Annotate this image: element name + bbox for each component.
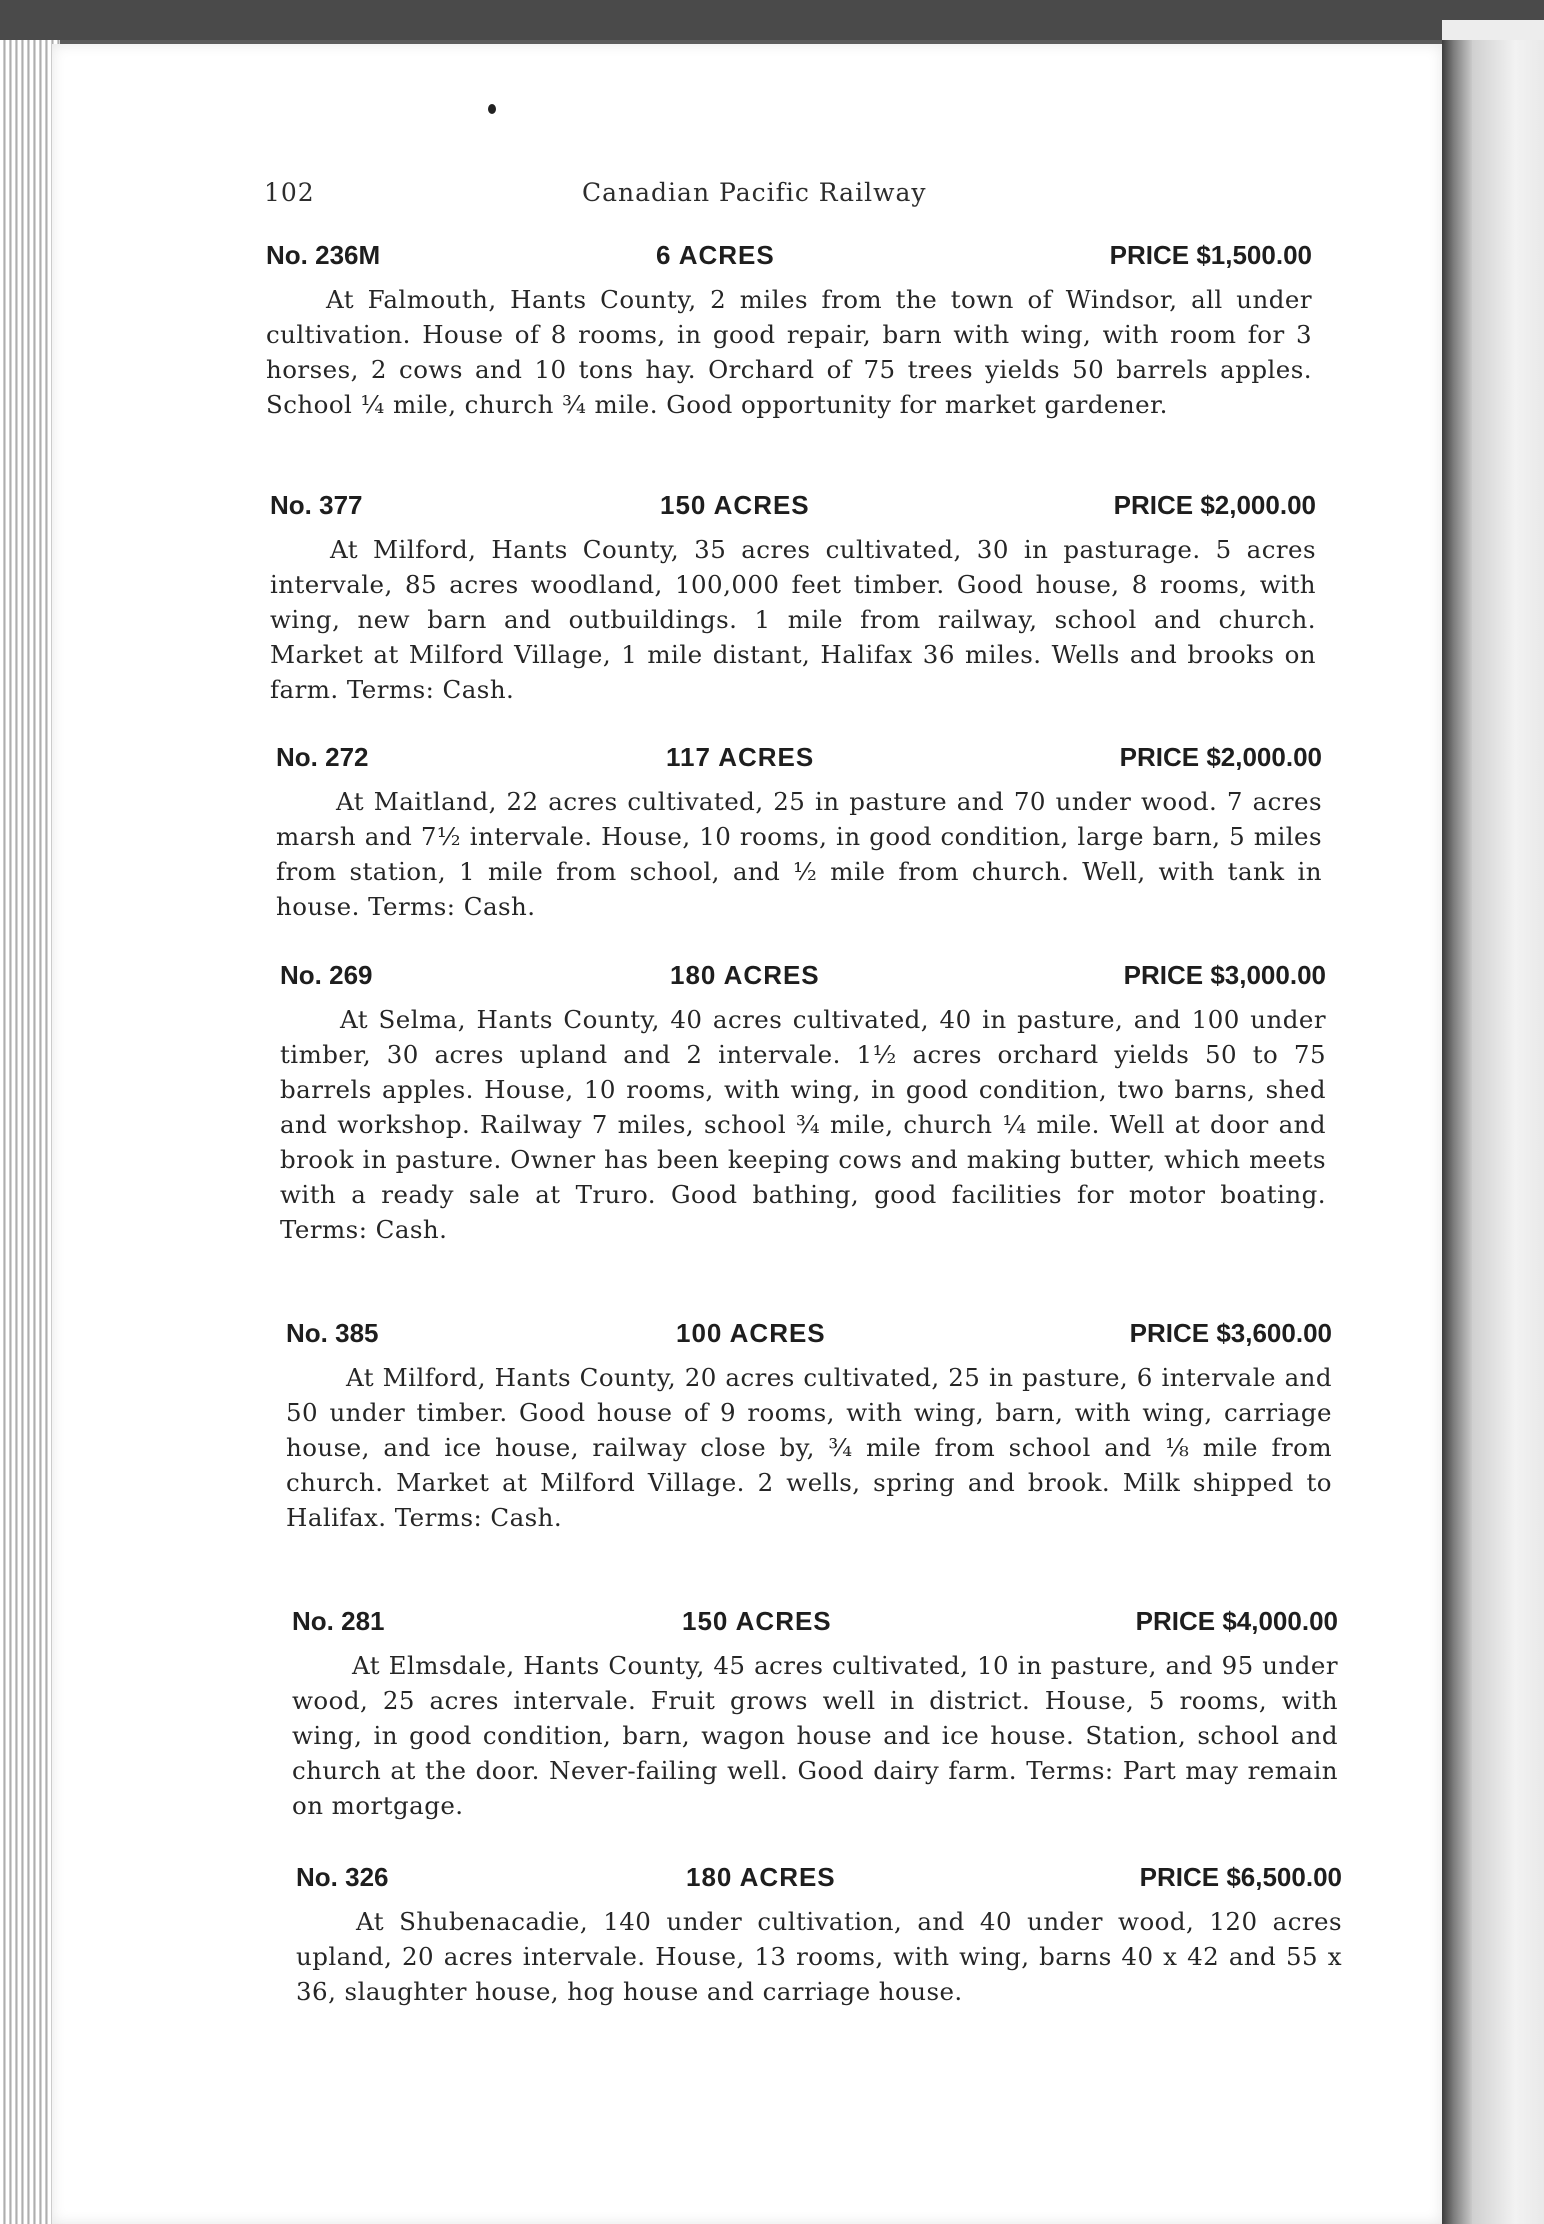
running-head — [264, 178, 1294, 218]
facing-page-shade — [1472, 40, 1544, 2224]
price: PRICE $2,000.00 — [1119, 742, 1322, 772]
lot-number: No. 326 — [296, 1862, 389, 1892]
listing-header — [292, 1606, 1338, 1646]
listing-description: At Selma, Hants County, 40 acres cultivated, 40 in pasture, and 100 under timber, 30 acres upland and 2 intervale. 1½ acres orchard yields 50 to 75 barrels apples. House, 10 rooms, with wing, in good condition, two barns, shed and workshop. Railway 7 miles, school ¾ mile, church ¼ mile. Well at door and brook in pasture. Owner has been keeping cows and making butter, which meets with a ready sale at Truro. Good bathing, good facilities for motor boating. Terms: Cash. — [280, 1005, 1326, 1244]
listing-header — [296, 1862, 1342, 1902]
listing-description: At Milford, Hants County, 35 acres cultivated, 30 in pasturage. 5 acres intervale, 85 acres woodland, 100,000 feet timber. Good house, 8 rooms, with wing, new barn and outbuildings. 1 mile from railway, school and church. Market at Milford Village, 1 mile distant, Halifax 36 miles. Wells and brooks on farm. Terms: Cash. — [270, 535, 1316, 704]
page-edges — [0, 40, 60, 2224]
running-title: Canadian Pacific Railway — [582, 178, 927, 207]
ink-speck — [488, 104, 496, 114]
listing-header — [266, 240, 1312, 280]
price: PRICE $6,500.00 — [1139, 1862, 1342, 1892]
price: PRICE $2,000.00 — [1113, 490, 1316, 520]
lot-number: No. 385 — [286, 1318, 379, 1348]
listing-description: At Shubenacadie, 140 under cultivation, and 40 under wood, 120 acres upland, 20 acres intervale. House, 13 rooms, with wing, barns 40 x 42 and 55 x 36, slaughter house, hog house and carriage house. — [296, 1907, 1342, 2006]
acreage: 6 ACRES — [656, 240, 775, 270]
acreage: 180 ACRES — [686, 1862, 836, 1892]
acreage: 180 ACRES — [670, 960, 820, 990]
listing — [270, 490, 1316, 707]
price: PRICE $1,500.00 — [1109, 240, 1312, 270]
acreage: 150 ACRES — [682, 1606, 832, 1636]
page-number: 102 — [264, 178, 315, 207]
acreage: 100 ACRES — [676, 1318, 826, 1348]
listing-description: At Milford, Hants County, 20 acres cultivated, 25 in pasture, 6 intervale and 50 under timber. Good house of 9 rooms, with wing, barn, with wing, carriage house, and ice house, railway close by, ¾ mile from school and ⅛ mile from church. Market at Milford Village. 2 wells, spring and brook. Milk shipped to Halifax. Terms: Cash. — [286, 1363, 1332, 1532]
acreage: 117 ACRES — [666, 742, 815, 772]
lot-number: No. 272 — [276, 742, 369, 772]
price: PRICE $3,600.00 — [1129, 1318, 1332, 1348]
listing — [280, 960, 1326, 1247]
lot-number: No. 377 — [270, 490, 363, 520]
listing-description: At Elmsdale, Hants County, 45 acres cultivated, 10 in pasture, and 95 under wood, 25 acres intervale. Fruit grows well in district. House, 5 rooms, with wing, in good condition, barn, wagon house and ice house. Station, school and church at the door. Never-failing well. Good dairy farm. Terms: Part may remain on mortgage. — [292, 1651, 1338, 1820]
scan-background — [0, 0, 1544, 40]
listing-description: At Maitland, 22 acres cultivated, 25 in pasture and 70 under wood. 7 acres marsh and 7½ intervale. House, 10 rooms, in good condition, large barn, 5 miles from station, 1 mile from school, and ½ mile from church. Well, with tank in house. Terms: Cash. — [276, 787, 1322, 921]
listing-description: At Falmouth, Hants County, 2 miles from the town of Windsor, all under cultivation. House of 8 rooms, in good repair, barn with wing, with room for 3 horses, 2 cows and 10 tons hay. Orchard of 75 trees yields 50 barrels apples. School ¼ mile, church ¾ mile. Good opportunity for market gardener. — [266, 285, 1312, 419]
lot-number: No. 269 — [280, 960, 373, 990]
book-gutter — [1442, 40, 1472, 2224]
listing — [292, 1606, 1338, 1823]
listing — [266, 240, 1312, 422]
listing — [286, 1318, 1332, 1535]
lot-number: No. 236M — [266, 240, 381, 270]
lot-number: No. 281 — [292, 1606, 385, 1636]
price: PRICE $3,000.00 — [1123, 960, 1326, 990]
acreage: 150 ACRES — [660, 490, 810, 520]
listing-header — [276, 742, 1322, 782]
listing — [276, 742, 1322, 924]
listing-header — [280, 960, 1326, 1000]
listing — [296, 1862, 1342, 2009]
listing-header — [270, 490, 1316, 530]
price: PRICE $4,000.00 — [1135, 1606, 1338, 1636]
listing-header — [286, 1318, 1332, 1358]
